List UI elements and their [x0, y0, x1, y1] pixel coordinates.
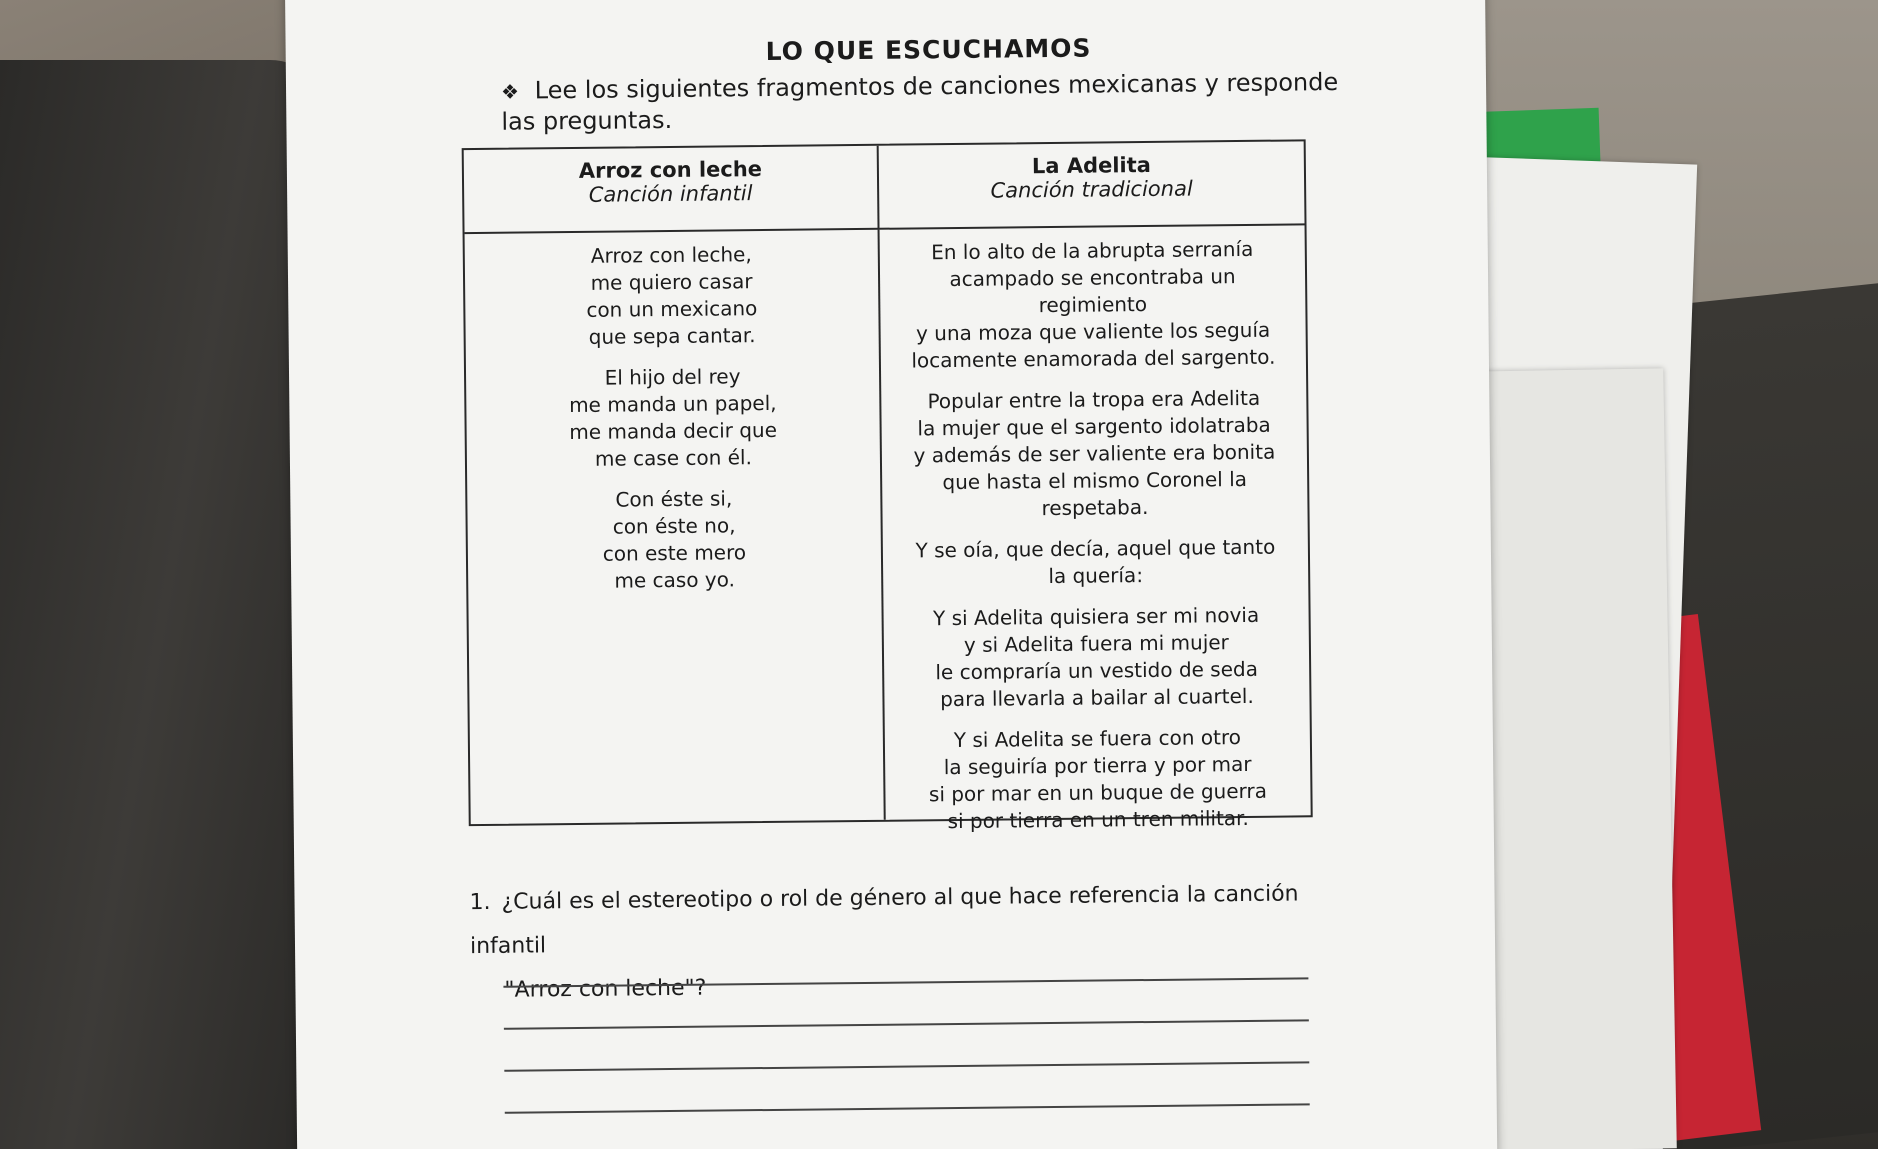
verse: con un mexicano — [586, 296, 758, 322]
question-text: ¿Cuál es el estereotipo o rol de género al que hace referencia la canción infantil — [469, 881, 1299, 960]
question-number: 1. — [469, 889, 491, 916]
dark-fabric — [0, 60, 330, 1149]
verse: si por mar en un buque de guerra — [928, 778, 1268, 807]
instruction-text: Lee los siguientes fragmentos de canciones mexicanas y responde las preguntas. — [501, 67, 1339, 136]
instruction — [501, 67, 1372, 137]
verse: que hasta el mismo Coronel la — [942, 466, 1248, 495]
question-text-continued: "Arroz con leche"? — [504, 975, 707, 1003]
verse: la mujer que el sargento idolatraba — [917, 412, 1271, 441]
verse: y si Adelita fuera mi mujer — [963, 630, 1229, 657]
stanza — [473, 240, 871, 352]
verse: locamente enamorada del sargento. — [911, 344, 1276, 373]
verse: y además de ser valiente era bonita — [913, 439, 1276, 468]
verse: la quería: — [1048, 563, 1144, 589]
song-title: Arroz con leche — [578, 157, 763, 183]
answer-line[interactable] — [505, 1103, 1310, 1113]
song-subtitle: Canción tradicional — [990, 176, 1193, 203]
verse: la seguiría por tierra y por mar — [943, 751, 1252, 780]
verse: En lo alto de la abrupta serranía — [931, 236, 1254, 265]
question-1 — [469, 872, 1370, 1013]
stanza — [893, 723, 1303, 835]
verse: regimiento — [1038, 291, 1148, 318]
verse: Y si Adelita se fuera con otro — [953, 725, 1242, 753]
verse: si por tierra en un tren militar. — [947, 805, 1249, 834]
verse: y una moza que valiente los seguía — [915, 317, 1271, 346]
lyrics-right — [880, 225, 1311, 834]
verse: me caso yo. — [614, 567, 736, 593]
stanza — [475, 484, 873, 596]
lyrics-left — [465, 230, 886, 824]
verse: Y si Adelita quisiera ser mi novia — [932, 602, 1260, 631]
answer-line[interactable] — [504, 1061, 1309, 1071]
stanza — [891, 533, 1301, 591]
section-title: LO QUE ESCUCHAMOS — [765, 33, 1092, 66]
verse: le compraría un vestido de seda — [935, 656, 1259, 685]
verse: Con éste si, — [615, 486, 733, 512]
stanza — [888, 235, 1298, 374]
verse: Y se oía, que decía, aquel que tanto — [915, 534, 1276, 563]
stanza — [889, 384, 1299, 523]
song-title: La Adelita — [1031, 152, 1152, 179]
verse: con este mero — [602, 540, 747, 566]
verse: me manda decir que — [569, 417, 778, 445]
verse: me case con él. — [594, 445, 753, 471]
verse: El hijo del rey — [604, 364, 741, 390]
verse: acampado se encontraba un — [949, 264, 1236, 292]
diamond-bullet-icon: ❖ — [500, 79, 520, 104]
verse: para llevarla a bailar al cuartel. — [940, 683, 1254, 712]
verse: con éste no, — [612, 513, 736, 539]
table-header-left — [464, 146, 880, 234]
verse: me manda un papel, — [569, 390, 777, 418]
verse: Arroz con leche, — [590, 242, 752, 268]
table-header-right — [879, 141, 1305, 229]
songs-table — [462, 139, 1313, 834]
verse: me quiero casar — [590, 269, 753, 295]
song-subtitle: Canción infantil — [588, 181, 753, 207]
worksheet-page — [285, 0, 1497, 1149]
answer-line[interactable] — [504, 1019, 1309, 1029]
verse: que sepa cantar. — [588, 323, 756, 349]
verse: respetaba. — [1041, 494, 1149, 521]
stanza — [474, 362, 872, 474]
stanza — [891, 601, 1301, 713]
verse: Popular entre la tropa era Adelita — [927, 385, 1261, 414]
